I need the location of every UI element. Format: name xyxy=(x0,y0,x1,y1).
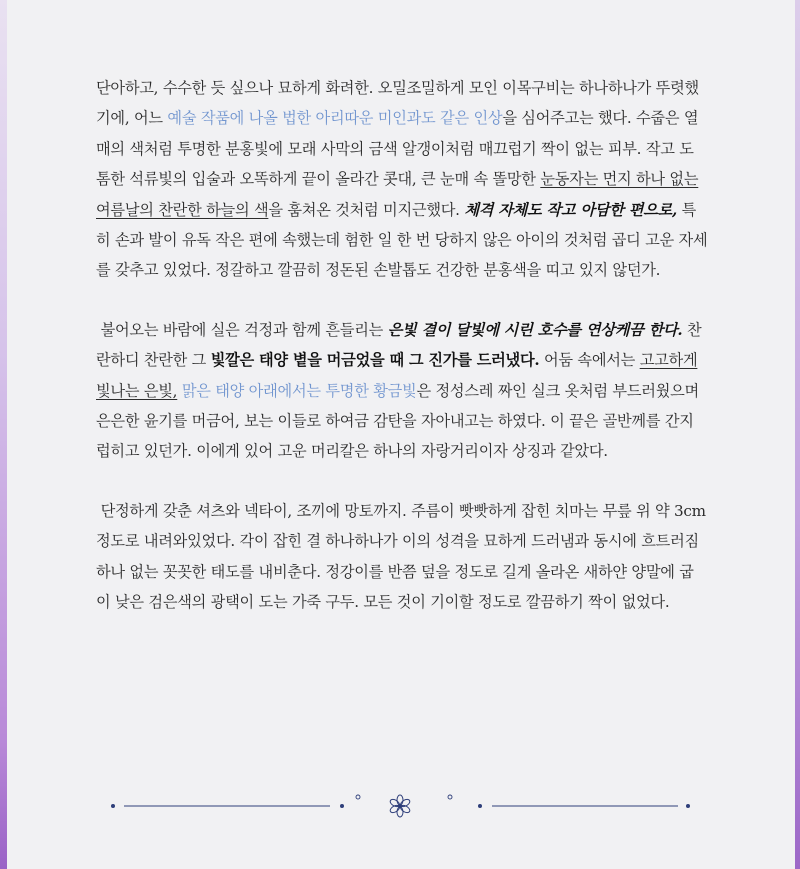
divider-dot-small xyxy=(448,795,452,799)
underlined-text: 눈동자는 먼지 하나 없는 여름날의 찬란한 하늘의 색 xyxy=(96,170,699,219)
snowflake-flower-icon xyxy=(389,795,411,817)
text-span: 불어오는 바람에 실은 걱정과 함께 흔들리는 xyxy=(100,320,388,339)
left-frame-border xyxy=(0,0,7,869)
text-span: 을 심어주고는 했다. 수줍은 열매의 색처럼 투명한 분홍빛에 모래 사막의 금색 알갱이처럼 매끄럽기 짝이 없는 피부. 작고 도톰한 석류빛의 입술과 오똑하게 끝이 올라간 콧대, 큰 눈매 속 똘망한 xyxy=(96,109,699,189)
highlight-text: 맑은 태양 아래에서는 투명한 황금빛 xyxy=(181,381,417,400)
divider-dot xyxy=(478,804,482,808)
ornamental-divider xyxy=(108,790,692,820)
paragraph-appearance xyxy=(96,73,708,286)
text-span: 은 정성스레 짜인 실크 옷처럼 부드러웠으며 은은한 윤기를 머금어, 보는 이들로 하여금 감탄을 자아내고는 하였다. 이 끝은 골반께를 간지럽히고 있던가. 이에게 있어 고운 머리칼은 하나의 자랑거리이자 상징과 같았다. xyxy=(96,381,699,461)
text-span: 단정하게 갖춘 셔츠와 넥타이, 조끼에 망토까지. 주름이 빳빳하게 잡힌 치마는 무릎 위 약 3cm 정도로 내려와있었다. 각이 잡힌 결 하나하나가 이의 성격을 묘하게 드러냄과 동시에 흐트러짐 하나 없는 꼿꼿한 태도를 내비춘다. 정강이를 반쯤 덮을 정도로 길게 올라온 새하얀 양말에 굽이 낮은 검은색의 광택이 도는 가죽 구두. 모든 것이 기이할 정도로 깔끔하기 짝이 없었다. xyxy=(96,501,706,612)
underlined-text: 고고하게 빛나는 은빛, xyxy=(96,351,698,400)
divider-dot-small xyxy=(356,795,360,799)
right-frame-border xyxy=(795,0,800,869)
paragraph-hair xyxy=(96,315,708,467)
bold-text: 빛깔은 태양 볕을 머금었을 때 그 진가를 드러냈다. xyxy=(210,351,540,370)
emphasis-text: 은빛 결이 달빛에 시린 호수를 연상케끔 한다. xyxy=(387,320,683,339)
document-body xyxy=(96,73,708,648)
text-span: 어둠 속에서는 xyxy=(539,351,640,370)
paragraph-outfit xyxy=(96,496,708,618)
divider-dot xyxy=(686,804,690,808)
text-span: 찬란하디 찬란한 그 xyxy=(96,320,702,370)
highlight-text: 예술 작품에 나올 법한 아리따운 미인과도 같은 인상 xyxy=(167,109,503,128)
divider-dot xyxy=(111,804,115,808)
text-span: 단아하고, 수수한 듯 싶으나 묘하게 화려한. 오밀조밀하게 모인 이목구비는 하나하나가 뚜렷했기에, 어느 xyxy=(96,79,699,128)
text-span: 을 훔쳐온 것처럼 미지근했다. xyxy=(268,200,465,219)
text-span: 특히 손과 발이 유독 작은 편에 속했는데 험한 일 한 번 당하지 않은 아이의 것처럼 곱디 고운 자세를 갖추고 있었다. 정갈하고 깔끔히 정돈된 손발톱도 건강한 분홍색을 띠고 있지 않던가. xyxy=(96,200,708,280)
emphasis-text: 체격 자체도 작고 아담한 편으로, xyxy=(464,200,677,219)
divider-dot xyxy=(340,804,344,808)
